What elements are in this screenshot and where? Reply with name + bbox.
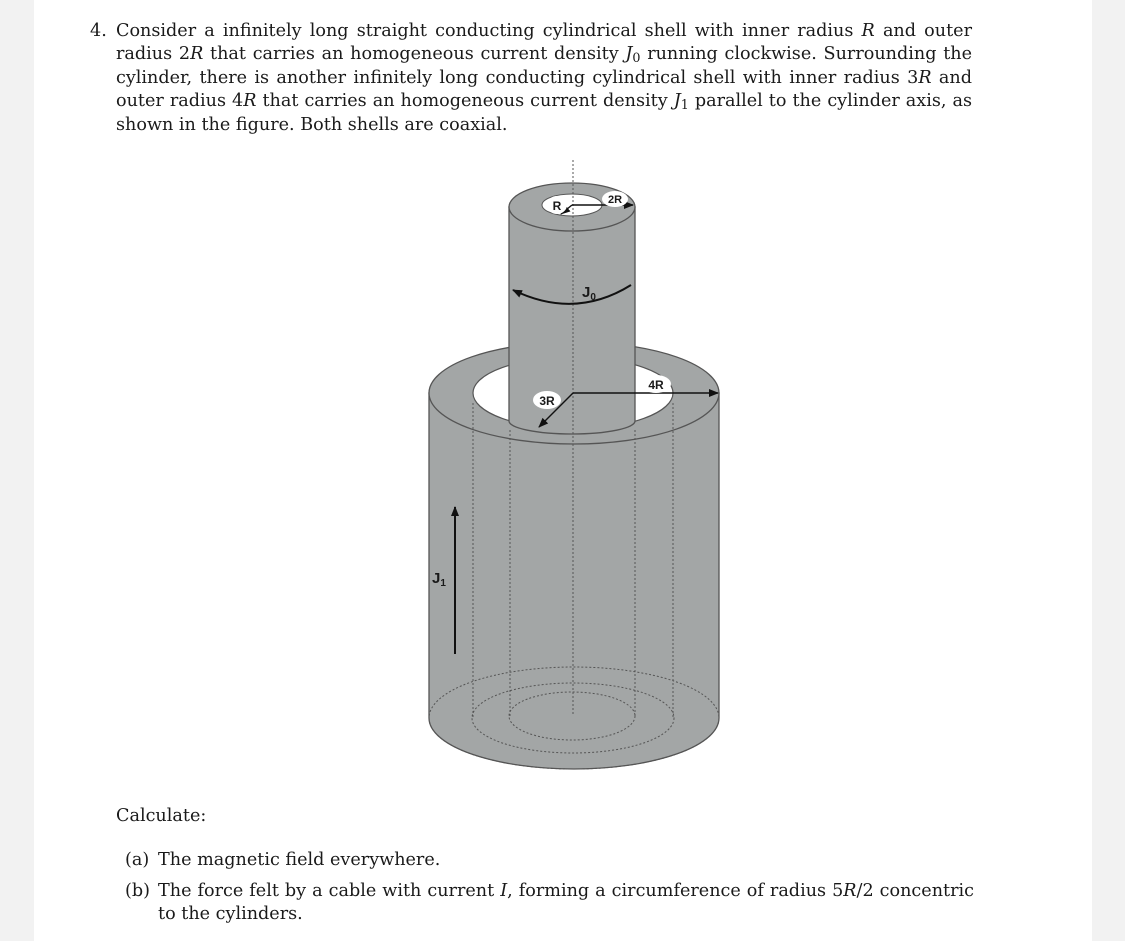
- label-2R: 2R: [607, 194, 623, 206]
- label-4R: 4R: [648, 378, 664, 392]
- part-a: [125, 849, 974, 872]
- inner-shell-body: [509, 207, 635, 434]
- problem-text-seg5: and outer radius 4: [116, 67, 972, 112]
- problem-text-seg2: and outer radius 2: [116, 21, 972, 65]
- problem-number: 4.: [90, 21, 107, 41]
- var-R: R: [918, 67, 932, 88]
- calculate-label: Calculate:: [116, 806, 207, 826]
- problem-text-seg1: Consider a infinitely long straight conducting cylindrical shell with inner radius: [116, 21, 862, 41]
- part-a-tag: (a): [125, 850, 150, 870]
- problem-text-seg3: that carries an homogeneous current density: [203, 44, 626, 65]
- problem-text-seg7: parallel to the cylinder axis, as shown in the figure. Both shells are coaxial.: [116, 91, 973, 135]
- problem-text-seg4: running clockwise. Surrounding the cylinder, there is another infinitely long conducting cylindrical shell with inner radius 3: [116, 44, 973, 88]
- var-J1: $J_1$: [673, 91, 689, 113]
- part-b-text-post: /2 concentric to the cylinders.: [158, 881, 974, 925]
- var-R: R: [243, 91, 257, 112]
- label-J0: $J_0$: [582, 284, 596, 303]
- part-b-text-mid: , forming a circumference of radius 5: [507, 881, 844, 901]
- var-I: I: [500, 881, 508, 901]
- problem-text-seg6: that carries an homogeneous current density: [256, 91, 674, 112]
- part-a-text: The magnetic field everywhere.: [158, 850, 441, 870]
- label-J1: $J_1$: [432, 570, 446, 589]
- part-b-text-pre: The force felt by a cable with current: [158, 881, 501, 901]
- var-R: R: [861, 21, 875, 41]
- part-b-tag: (b): [125, 881, 150, 901]
- var-R: R: [190, 44, 204, 65]
- var-R: R: [843, 881, 857, 901]
- label-R: R: [552, 199, 562, 213]
- part-b: [125, 880, 974, 927]
- label-3R: 3R: [539, 394, 555, 408]
- var-J0: $J_0$: [625, 44, 641, 66]
